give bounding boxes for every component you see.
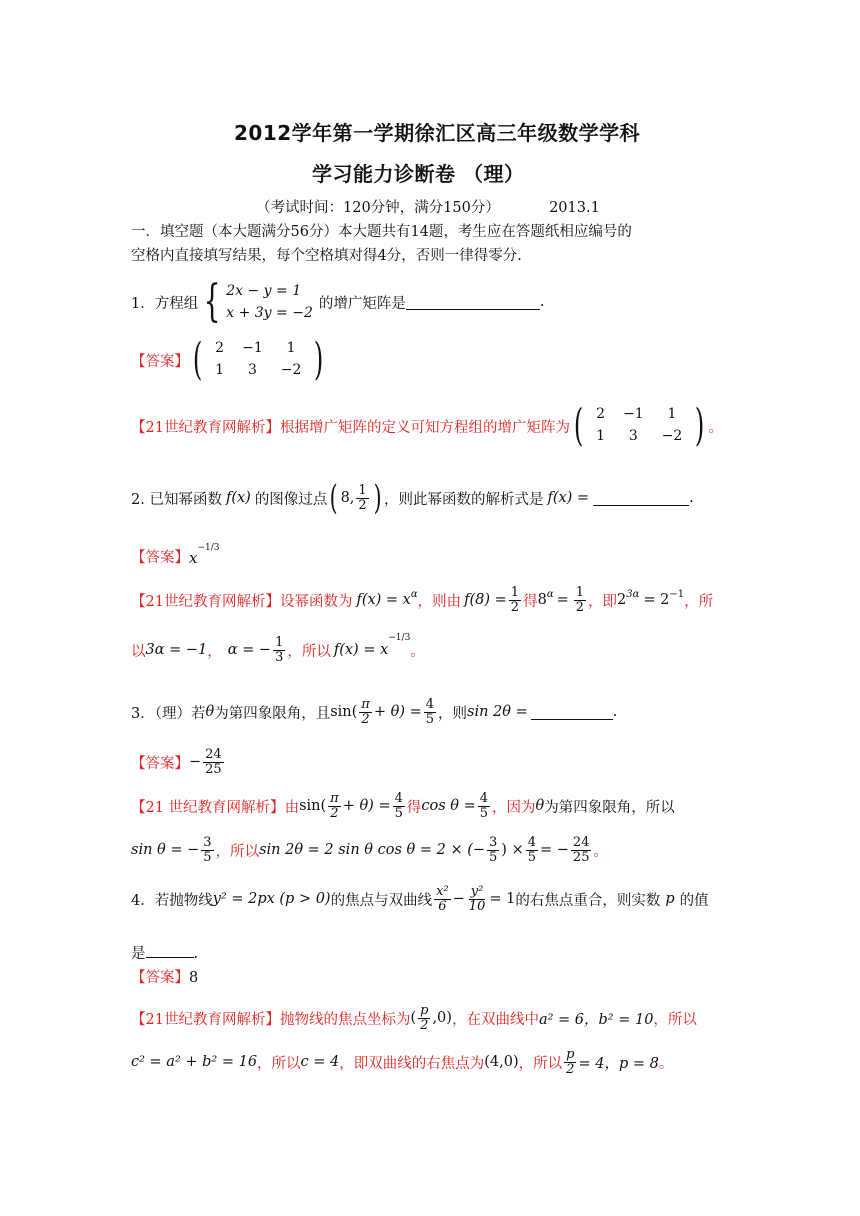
analysis-label: 【21世纪教育网解析】	[131, 1011, 280, 1028]
fraction: $\frac{4}{5}$	[527, 835, 536, 865]
fraction: $\frac{\pi}{2}$	[361, 697, 370, 727]
question-text: ，则此幂函数的解析式是	[383, 491, 544, 508]
question-text: 的右焦点重合，则实数	[515, 892, 661, 909]
answer-value: 8	[189, 970, 199, 986]
question-text: 的值	[679, 892, 709, 909]
fraction: $\frac{3}{5}$	[203, 835, 212, 865]
math-expr: c² = a² + b² = 16	[131, 1054, 258, 1071]
analysis-2-line2	[131, 633, 425, 665]
question-text: 2. 已知幂函数	[131, 491, 222, 508]
math-expr: (	[410, 1010, 417, 1027]
analysis-label: 【21 世纪教育网解析】	[131, 799, 285, 816]
fraction: $\frac{\pi}{2}$	[330, 791, 339, 821]
analysis-2-line1	[131, 586, 713, 614]
question-text: 4．若抛物线	[131, 892, 213, 909]
analysis-text: 设幂函数为	[279, 593, 353, 610]
analysis-label: 【21世纪教育网解析】	[131, 593, 280, 610]
exponent: −1/3	[388, 633, 411, 644]
analysis-text: 。	[593, 843, 608, 860]
analysis-text: ，即	[588, 593, 618, 610]
answer-label: 【答案】	[131, 755, 189, 772]
fraction: $\frac{\text{x²}}{6}$	[436, 884, 449, 914]
math-expr: sin(	[299, 798, 327, 815]
math-expr: x	[189, 549, 198, 567]
math-expr: sin θ = −	[131, 842, 200, 859]
analysis-text: ，所以	[518, 1055, 563, 1072]
exam-duration: （考试时间：120分钟，满分150分）	[256, 200, 500, 216]
answer-4	[131, 966, 198, 987]
analysis-text: 为第四象限角，所以	[544, 799, 675, 816]
equation-2: x + 3y = −2	[226, 305, 313, 322]
exponent: α	[410, 588, 418, 600]
math-expr: = 1	[489, 891, 516, 908]
question-end: .	[193, 946, 199, 962]
question-text: 为第四象限角，且	[214, 705, 331, 722]
math-expr: ,0)	[432, 1010, 452, 1027]
system-brace: {	[203, 276, 221, 328]
math-expr: (4,0)	[484, 1054, 519, 1071]
math-expr: = −	[540, 842, 569, 859]
fraction: $\frac{1}{3}$	[275, 635, 284, 665]
question-end: .	[612, 704, 618, 721]
math-expr: 8	[537, 592, 547, 609]
answer-label: 【答案】	[131, 550, 189, 566]
analysis-text: 得	[406, 799, 422, 816]
math-expr: θ	[535, 798, 545, 815]
answer-blank	[146, 943, 194, 958]
question-2: 2. 已知幂函数 f(x) 的图像过点 ( 8, $\frac{1}{2}$ ) ，则此幂函数的解析式是 f(x) = .	[131, 478, 694, 518]
fraction: $\frac{p}{2}$	[566, 1047, 575, 1077]
math-expr: ) ×	[501, 842, 524, 859]
math-expr: f(8) =	[464, 592, 507, 609]
augmented-matrix: ( 2 −1 1 1 3 −2 )	[573, 400, 705, 451]
question-text: 1．方程组	[131, 295, 199, 312]
analysis-4-line1	[131, 1004, 697, 1032]
fraction: $\frac{4}{5}$	[479, 791, 489, 821]
analysis-text: ，因为	[492, 799, 536, 816]
question-text: 的图像过点	[254, 491, 328, 508]
analysis-4-line2	[131, 1048, 673, 1076]
question-end: .	[689, 490, 694, 506]
question-text: ，则	[438, 705, 468, 722]
analysis-end: 。	[708, 419, 723, 436]
exponent: −1	[669, 588, 685, 600]
math-expr: θ	[205, 704, 215, 721]
math-expr: sin 2θ = 2 sin θ cos θ = 2 × (−	[259, 842, 486, 859]
equation-1: 2x − y = 1	[226, 283, 302, 299]
exponent: −1/3	[197, 543, 220, 553]
math-expr: cos θ =	[421, 798, 476, 815]
page-subtitle: 学习能力诊断卷 （理）	[312, 162, 525, 186]
math-expr: 8,	[340, 490, 355, 506]
fraction: $\frac{3}{5}$	[489, 835, 498, 865]
page-title: 2012学年第一学期徐汇区高三年级数学学科	[234, 121, 641, 145]
section-instructions-line1: 一．填空题（本大题满分56分）本大题共有14题，考生应在答题纸相应编号的	[131, 224, 632, 240]
question-4-line2	[131, 942, 198, 963]
answer-1	[131, 334, 328, 385]
math-expr: f(x) = x	[356, 592, 411, 609]
exam-info	[256, 196, 600, 217]
analysis-text: 。	[658, 1055, 674, 1072]
analysis-label: 【21世纪教育网解析】	[131, 419, 280, 436]
question-3	[131, 698, 617, 726]
math-expr: y² = 2px (p > 0)	[212, 891, 331, 908]
fraction: $\frac{1}{2}$	[575, 585, 585, 615]
math-expr: =	[556, 592, 569, 609]
fraction: $\frac{24}{25}$	[205, 747, 222, 777]
equation-system	[226, 280, 313, 325]
math-expr: + θ) =	[373, 704, 422, 721]
analysis-text: ，在双曲线中	[451, 1011, 539, 1028]
question-text: 是	[131, 946, 146, 962]
analysis-text: ，则由	[417, 593, 462, 610]
question-4: 4．若抛物线 y² = 2px (p > 0) 的焦点与双曲线 $\frac{\text{x²}}{6}$ − $\frac{\text{y²}}{10}$ = 1 的右焦点重合，则实数 p 的值	[131, 884, 709, 914]
question-1	[131, 276, 545, 328]
analysis-3-line1	[131, 792, 675, 820]
math-expr: sin(	[330, 704, 358, 721]
analysis-text: 。	[410, 643, 425, 660]
analysis-1	[131, 400, 723, 451]
math-expr: p	[665, 891, 675, 908]
analysis-text: 根据增广矩阵的定义可知方程组的增广矩阵为	[279, 419, 570, 436]
math-expr: f(x) =	[547, 490, 590, 506]
answer-2	[131, 543, 220, 567]
section-instructions-line2: 空格内直接填写结果，每个空格填对得4分，否则一律得零分.	[131, 248, 522, 264]
fraction: $\frac{1}{2}$	[510, 585, 520, 615]
math-expr: f(x) = x	[333, 642, 389, 659]
math-expr: α = −	[227, 642, 272, 659]
answer-blank	[406, 295, 540, 310]
exam-date: 2013.1	[549, 200, 600, 216]
analysis-text: 抛物线的焦点坐标为	[279, 1011, 411, 1028]
analysis-text: ，所以	[215, 843, 260, 860]
analysis-text: ，所以	[653, 1011, 697, 1028]
fraction: $\frac{4}{5}$	[394, 791, 403, 821]
analysis-text: 以	[131, 643, 146, 660]
question-text: 3．（理）若	[131, 705, 206, 722]
answer-blank	[593, 491, 689, 506]
analysis-text: ，所以	[287, 643, 331, 660]
answer-blank	[531, 705, 613, 720]
analysis-3-line2	[131, 836, 608, 864]
math-expr: −	[189, 754, 202, 771]
analysis-text: ，所以	[257, 1055, 301, 1072]
math-expr: a² = 6，b² = 10	[538, 1011, 654, 1028]
answer-label: 【答案】	[131, 970, 189, 986]
fraction: $\frac{4}{5}$	[425, 697, 435, 727]
exponent: 3α	[626, 588, 640, 600]
math-expr: + θ) =	[342, 798, 391, 815]
answer-label: 【答案】	[131, 353, 189, 370]
math-expr: = 4，p = 8	[578, 1055, 659, 1072]
analysis-text: 由	[284, 799, 300, 816]
math-expr: 3α = −1	[145, 642, 208, 659]
exponent: α	[546, 588, 554, 600]
math-expr: 2	[617, 592, 627, 609]
fraction: $\frac{\text{y²}}{10}$	[468, 884, 486, 914]
fraction: $\frac{p}{2}$	[420, 1003, 429, 1033]
analysis-text: ，	[207, 643, 222, 660]
analysis-text: 得	[523, 593, 538, 610]
question-text: 的增广矩阵是	[318, 295, 406, 312]
math-expr: sin 2θ =	[467, 704, 528, 721]
analysis-text: ，即双曲线的右焦点为	[339, 1055, 485, 1072]
math-expr: = 2	[643, 592, 670, 609]
answer-3	[131, 748, 226, 776]
math-expr: c = 4	[300, 1054, 340, 1071]
math-expr: f(x)	[225, 490, 251, 506]
augmented-matrix: ( 2 −1 1 1 3 −2 )	[192, 334, 324, 385]
fraction: $\frac{1}{2}$	[358, 482, 367, 513]
analysis-text: ，所	[684, 593, 714, 610]
fraction: $\frac{24}{25}$	[572, 835, 590, 865]
question-end: .	[539, 294, 545, 311]
question-text: 的焦点与双曲线	[330, 892, 433, 909]
